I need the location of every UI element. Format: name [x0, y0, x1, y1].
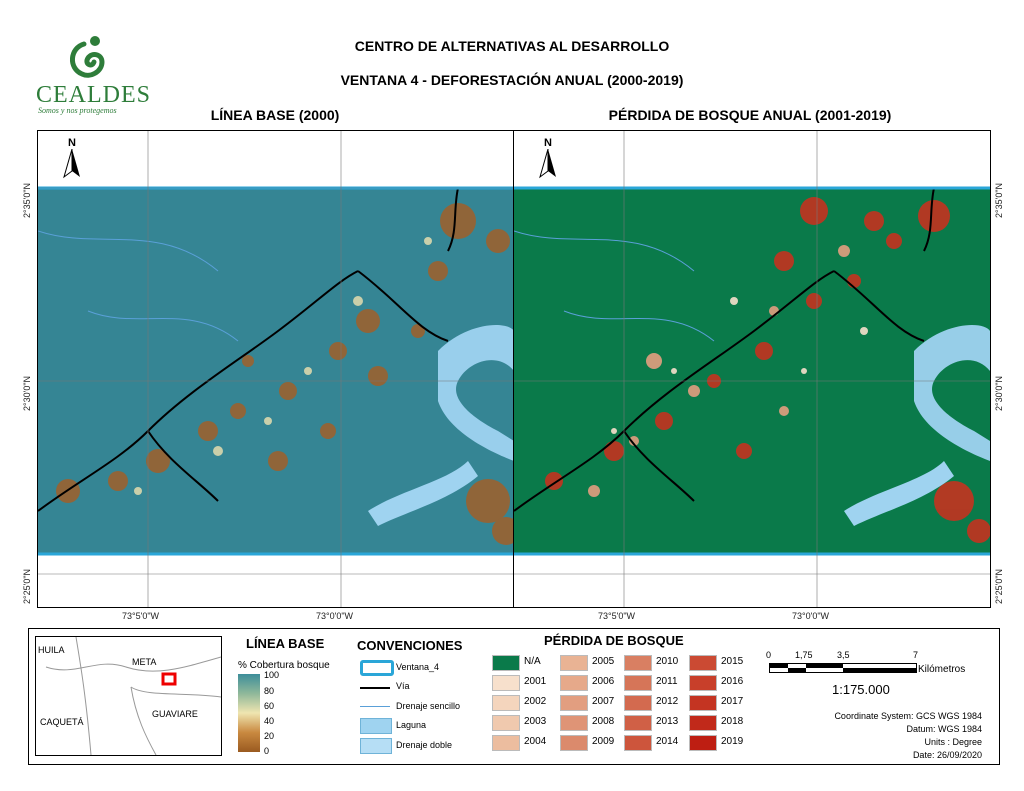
north-arrow-icon	[538, 149, 558, 179]
gradient-tick-0: 0	[264, 746, 270, 756]
scale-tick-0: 0	[766, 650, 772, 660]
org-title: CENTRO DE ALTERNATIVAS AL DESARROLLO	[354, 38, 670, 54]
legend-2006-label: 2006	[592, 676, 615, 687]
gradient-tick-80: 80	[264, 686, 275, 696]
conv-ventana: Ventana_4	[396, 662, 440, 672]
legend-na-swatch	[492, 655, 520, 671]
legend-2013-label: 2013	[656, 716, 679, 727]
legend-2011-swatch	[624, 675, 652, 691]
legend-2008-swatch	[560, 715, 588, 731]
legend-2001-swatch	[492, 675, 520, 691]
inset-label-huila: HUILA	[38, 645, 65, 655]
north-label-left: N	[68, 137, 76, 149]
legend-2014-swatch	[624, 735, 652, 751]
lat-label-right-top: 2°35'0"N	[994, 182, 1004, 218]
legend-2013-swatch	[624, 715, 652, 731]
lat-label-left-mid: 2°30'0"N	[22, 375, 32, 411]
right-panel-title: PÉRDIDA DE BOSQUE ANUAL (2001-2019)	[608, 107, 892, 123]
map-title: VENTANA 4 - DEFORESTACIÓN ANUAL (2000-2019)	[340, 72, 684, 88]
legend-2015-label: 2015	[721, 656, 744, 667]
linea-base-legend-title: LÍNEA BASE	[246, 636, 325, 651]
gradient-tick-60: 60	[264, 701, 275, 711]
linea-base-subtitle: % Cobertura bosque	[238, 660, 330, 671]
ventana-swatch	[360, 660, 394, 676]
meta-date: Date: 26/09/2020	[912, 750, 982, 760]
scale-bar	[769, 663, 917, 673]
lat-label-left-top: 2°35'0"N	[22, 182, 32, 218]
legend-2003-label: 2003	[524, 716, 547, 727]
legend-2007-label: 2007	[592, 696, 615, 707]
legend-2010-swatch	[624, 655, 652, 671]
legend-2018-swatch	[689, 715, 717, 731]
legend-2001-label: 2001	[524, 676, 547, 687]
right-map	[514, 131, 990, 607]
coverage-gradient-bar	[238, 674, 260, 752]
scale-tick-7: 7	[913, 650, 919, 660]
laguna-swatch	[360, 718, 392, 734]
legend-2015-swatch	[689, 655, 717, 671]
gradient-tick-40: 40	[264, 716, 275, 726]
gradient-tick-20: 20	[264, 731, 275, 741]
meta-units: Units : Degree	[924, 737, 982, 747]
meta-coord-system: Coordinate System: GCS WGS 1984	[834, 711, 982, 721]
legend-2010-label: 2010	[656, 656, 679, 667]
left-panel-title: LÍNEA BASE (2000)	[210, 107, 340, 123]
legend-2016-label: 2016	[721, 676, 744, 687]
legend-2018-label: 2018	[721, 716, 744, 727]
north-arrow-icon	[62, 149, 82, 179]
lon-label-right-1: 73°5'0"W	[598, 611, 636, 621]
lon-label-left-2: 73°0'0"W	[316, 611, 354, 621]
convenciones-title: CONVENCIONES	[357, 638, 463, 653]
scale-tick-35: 3,5	[837, 650, 850, 660]
inset-map	[35, 636, 222, 756]
conv-via: Vía	[396, 681, 410, 691]
legend-2012-label: 2012	[656, 696, 679, 707]
right-map-frame	[513, 130, 991, 608]
conv-drenaje-sencillo: Drenaje sencillo	[396, 701, 461, 711]
meta-datum: Datum: WGS 1984	[906, 724, 982, 734]
lat-label-left-bot: 2°25'0"N	[22, 568, 32, 604]
legend-2009-label: 2009	[592, 736, 615, 747]
perdida-legend-grid	[492, 655, 762, 755]
legend-2017-swatch	[689, 695, 717, 711]
legend-2014-label: 2014	[656, 736, 679, 747]
legend-2003-swatch	[492, 715, 520, 731]
left-map-frame	[37, 130, 515, 608]
legend-2012-swatch	[624, 695, 652, 711]
left-map	[38, 131, 514, 607]
legend-2004-label: 2004	[524, 736, 547, 747]
legend-2008-label: 2008	[592, 716, 615, 727]
north-label-right: N	[544, 137, 552, 149]
legend-2011-label: 2011	[656, 676, 678, 687]
lon-label-right-2: 73°0'0"W	[792, 611, 830, 621]
lon-label-left-1: 73°5'0"W	[122, 611, 160, 621]
legend-2002-label: 2002	[524, 696, 547, 707]
legend-2005-swatch	[560, 655, 588, 671]
legend-2004-swatch	[492, 735, 520, 751]
via-swatch	[360, 687, 390, 689]
conv-drenaje-doble: Drenaje doble	[396, 740, 453, 750]
lat-label-right-mid: 2°30'0"N	[994, 375, 1004, 411]
legend-na-label: N/A	[524, 656, 541, 667]
legend-2005-label: 2005	[592, 656, 615, 667]
legend-2016-swatch	[689, 675, 717, 691]
inset-label-meta: META	[132, 657, 157, 667]
legend-2019-label: 2019	[721, 736, 744, 747]
legend-2006-swatch	[560, 675, 588, 691]
drenaje-sencillo-swatch	[360, 706, 390, 707]
legend-2009-swatch	[560, 735, 588, 751]
legend-2019-swatch	[689, 735, 717, 751]
cealdes-logo-icon	[62, 34, 110, 82]
scale-ratio: 1:175.000	[832, 682, 890, 697]
conv-laguna: Laguna	[396, 720, 427, 730]
legend-2017-label: 2017	[721, 696, 744, 707]
legend-2002-swatch	[492, 695, 520, 711]
perdida-title: PÉRDIDA DE BOSQUE	[544, 633, 684, 648]
inset-label-guaviare: GUAVIARE	[152, 709, 198, 719]
inset-label-caqueta: CAQUETÁ	[40, 717, 84, 727]
logo-text: CEALDES	[36, 82, 151, 108]
scale-tick-175: 1,75	[795, 650, 813, 660]
logo-tagline: Somos y nos protegemos	[38, 106, 117, 115]
lat-label-right-bot: 2°25'0"N	[994, 568, 1004, 604]
scale-unit: Kilómetros	[918, 664, 966, 675]
gradient-tick-100: 100	[264, 670, 280, 680]
legend-2007-swatch	[560, 695, 588, 711]
drenaje-doble-swatch	[360, 738, 392, 754]
